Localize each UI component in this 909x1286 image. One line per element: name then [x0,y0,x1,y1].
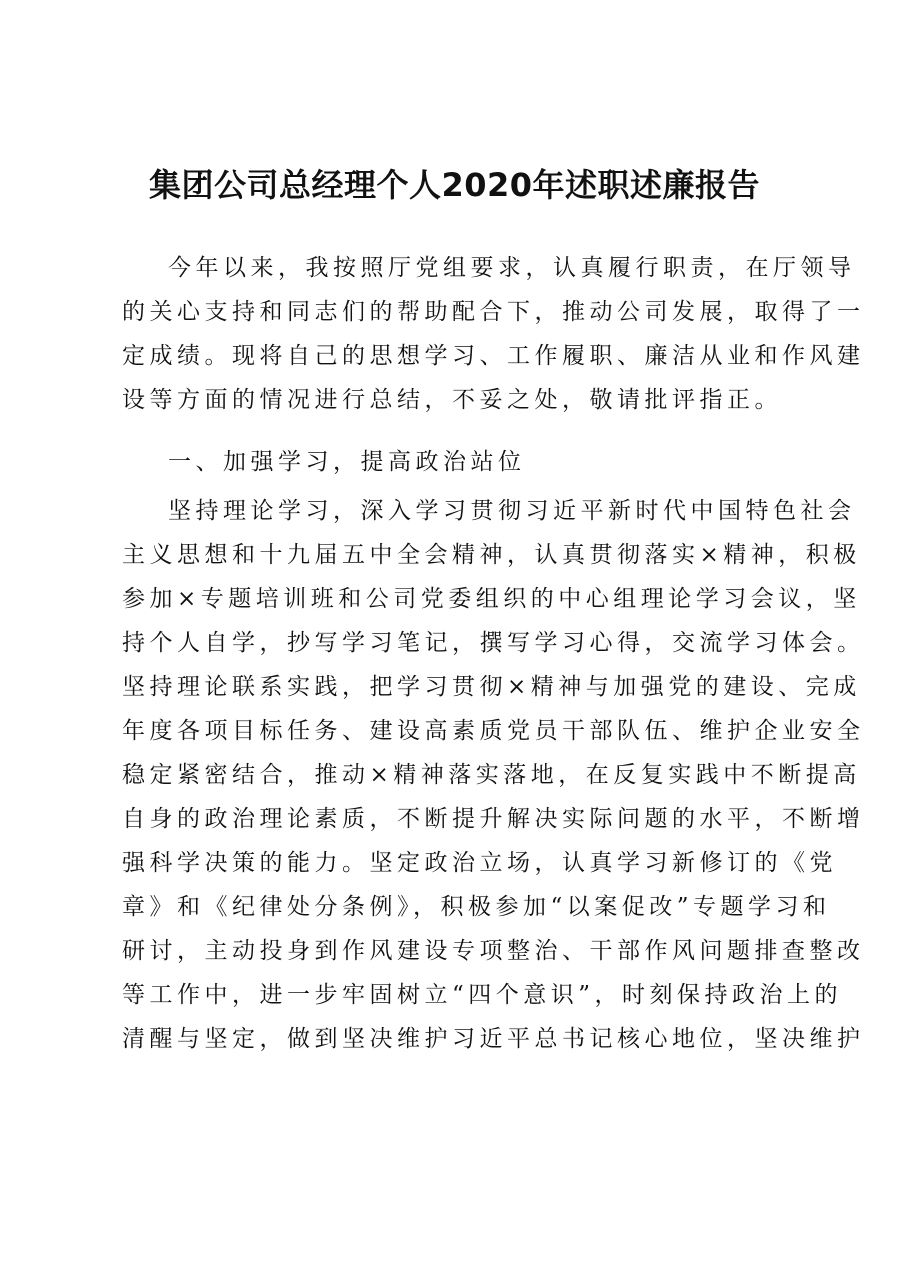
paragraph-line: 自身的政治理论素质，不断提升解决实际问题的水平，不断增 [122,806,865,832]
paragraph-line: 坚持理论联系实践，把学习贯彻×精神与加强党的建设、完成 [122,674,861,700]
paragraph-line: 年度各项目标任务、建设高素质党员干部队伍、维护企业安全 [122,718,865,744]
paragraph-line: 的关心支持和同志们的帮助配合下，推动公司发展，取得了一 [122,299,865,325]
section-heading [122,440,798,484]
paragraph-line: 清醒与坚定，做到坚决维护习近平总书记核心地位，坚决维护 [122,1026,865,1052]
paragraph-line: 章》和《纪律处分条例》，积极参加“以案促改”专题学习和 [122,894,831,920]
paragraph-intro [122,246,865,422]
paragraph-line: 等工作中，进一步牢固树立“四个意识”，时刻保持政治上的 [122,982,843,1008]
paragraph-line: 主义思想和十九届五中全会精神，认真贯彻落实×精神，积极 [122,542,861,568]
paragraph-line: 参加×专题培训班和公司党委组织的中心组理论学习会议，坚 [122,586,861,612]
paragraph-line: 强科学决策的能力。坚定政治立场，认真学习新修订的《党 [122,850,837,876]
paragraph-line: 坚持理论学习，深入学习贯彻习近平新时代中国特色社会 [168,498,856,524]
paragraph-line: 今年以来，我按照厅党组要求，认真履行职责，在厅领导 [168,255,856,281]
paragraph-line: 定成绩。现将自己的思想学习、工作履职、廉洁从业和作风建 [122,343,865,369]
document-title: 集团公司总经理个人2020年述职述廉报告 [148,166,761,204]
paragraph-line: 研讨，主动投身到作风建设专项整治、干部作风问题排查整改 [122,938,865,964]
paragraph-study [122,489,865,1061]
paragraph-line: 设等方面的情况进行总结，不妥之处，敬请批评指正。 [122,387,782,413]
paragraph-line: 稳定紧密结合，推动×精神落实落地，在反复实践中不断提高 [122,762,861,788]
section-heading-text: 一、加强学习，提高政治站位 [168,449,526,475]
paragraph-line: 持个人自学，抄写学习笔记，撰写学习心得，交流学习体会。 [122,630,865,656]
